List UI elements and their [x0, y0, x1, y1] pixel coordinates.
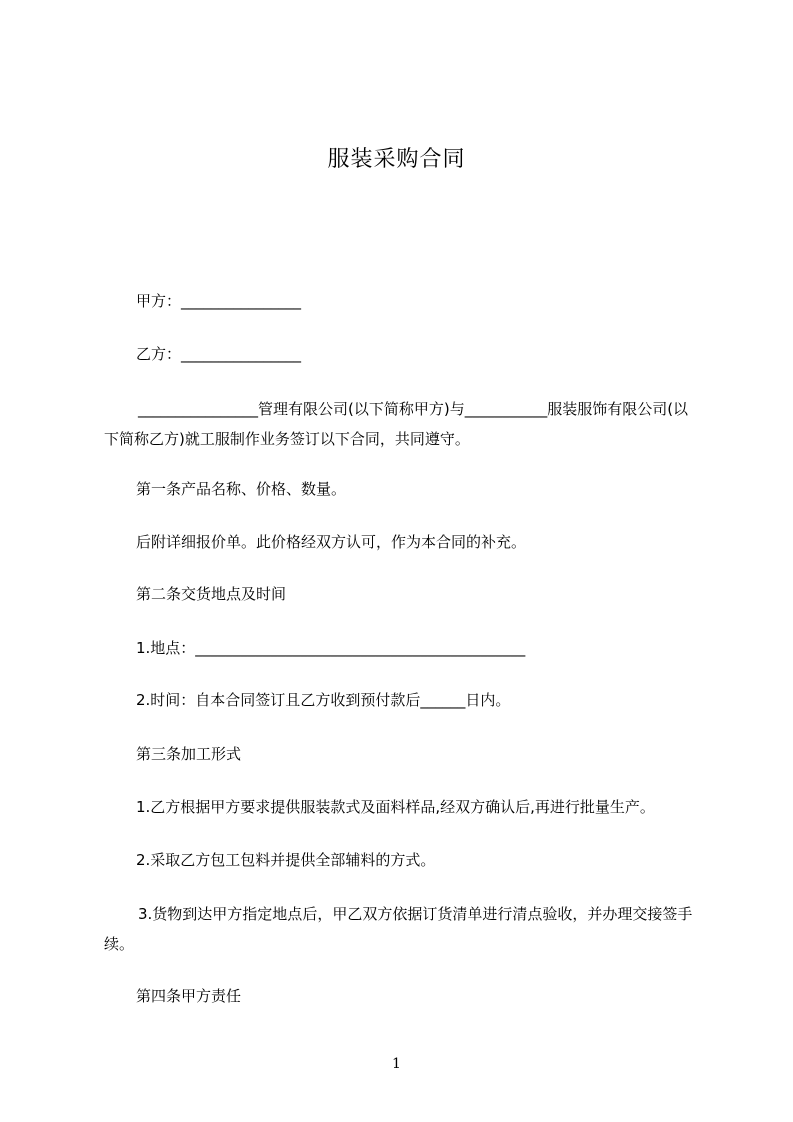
article-1-heading: 第一条产品名称、价格、数量。	[136, 480, 347, 498]
article-2-item-location: 1.地点：____________________________________________	[136, 639, 526, 657]
article-3-item-2: 2.采取乙方包工包料并提供全部辅料的方式。	[136, 851, 436, 869]
article-3-item-1: 1.乙方根据甲方要求提供服装款式及面料样品,经双方确认后,再进行批量生产。	[136, 798, 655, 816]
article-1-text: 后附详细报价单。此价格经双方认可，作为本合同的补充。	[136, 533, 527, 551]
party-a-line: 甲方：________________	[136, 292, 302, 310]
page-number: 1	[392, 1056, 401, 1072]
article-3-heading: 第三条加工形式	[136, 745, 242, 763]
article-2-item-time: 2.时间：自本合同签订且乙方收到预付款后______日内。	[136, 691, 511, 709]
document-title: 服装采购合同	[327, 147, 466, 172]
party-b-line: 乙方：________________	[136, 345, 302, 363]
article-2-heading: 第二条交货地点及时间	[136, 585, 287, 603]
intro-paragraph: ________________管理有限公司(以下简称甲方)与___________服装服饰有限公司(以下简称乙方)就工服制作业务签订以下合同，共同遵守。	[104, 400, 689, 448]
article-3-item-3: 3.货物到达甲方指定地点后，甲乙双方依据订货清单进行清点验收，并办理交接签手续。	[104, 905, 693, 953]
article-4-heading: 第四条甲方责任	[136, 987, 242, 1005]
